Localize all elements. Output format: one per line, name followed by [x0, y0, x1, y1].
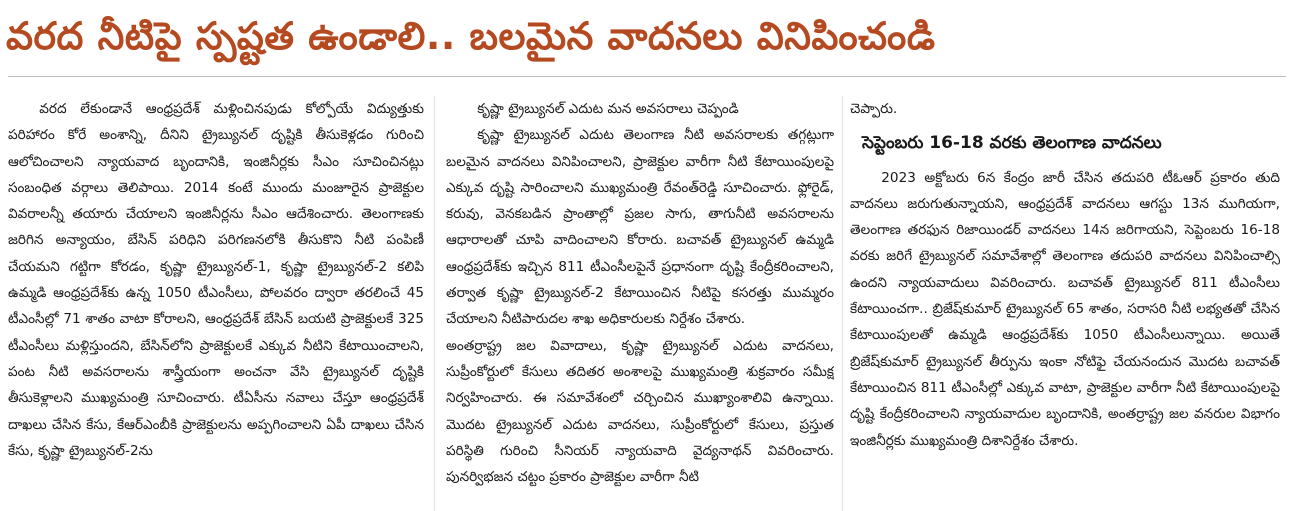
body-paragraph: కృష్ణా ట్రైబ్యునల్ ఎదుట తెలంగాణ నీటి అవసరాలకు తగ్గట్లుగా బలమైన వాదనలు వినిపించాలని, ప్రాజెక్టుల వారీగా నీటి కేటాయింపులపై ఎక్కువ దృష్టి సారించాలని ముఖ్యమంత్రి రేవంత్‌రెడ్డి సూచించారు. ఫ్లోరైడ్, కరువు, వెనకబడిన ప్రాంతాల్లో ప్రజల సాగు, తాగునీటి అవసరాలను ఆధారాలతో చూపి వాదించాలని కోరారు. బచావత్ ట్రైబ్యునల్ ఉమ్మడి ఆంధ్రప్రదేశ్‌కు ఇచ్చిన 811 టీఎంసీలపైనే ప్రధానంగా దృష్టి కేంద్రీకరించాలని, తర్వాత కృష్ణా ట్రైబ్యునల్-2 కేటాయించిన నీటిపై కసరత్తు ముమ్మరం చేయాలని నీటిపారుదల శాఖ అధికారులకు నిర్దేశం చేశారు.	[446, 127, 834, 328]
column-divider	[842, 96, 843, 511]
article-column-3	[850, 96, 1280, 511]
article-headline: వరద నీటిపై స్పష్టత ఉండాలి.. బలమైన వాదనలు వినిపించండి	[6, 14, 936, 58]
article-column-2	[446, 96, 834, 511]
body-paragraph: 2023 అక్టోబరు 6న కేంద్రం జారీ చేసిన తదుపరి టీఓఆర్ ప్రకారం తుది వాదనలు జరుగుతున్నాయని, ఆంధ్రప్రదేశ్ వాదనలు ఆగస్టు 13న ముగియగా, తెలంగాణ తరఫున రిజాయిండర్ వాదనలు 14న జరిగాయని, సెప్టెంబరు 16-18 వరకు జరిగే ట్రైబ్యునల్ సమావేశాల్లో తెలంగాణ తదుపరి వాదనలు వినిపించాల్సి ఉందని న్యాయవాదులు వివరించారు. బచావత్ ట్రైబ్యునల్ 811 టీఎంసీలు కేటాయించగా.. బ్రిజేష్‌కుమార్ ట్రైబ్యునల్ 65 శాతం, సరాసరి నీటి లభ్యతతో చేసిన కేటాయింపులతో ఉమ్మడి ఆంధ్రప్రదేశ్‌కు 1050 టీఎంసీలున్నాయి. అయితే బ్రిజేష్‌కుమార్ ట్రైబ్యునల్ తీర్పును ఇంకా నోటిఫై చేయనందున మొదట బచావత్ కేటాయించిన 811 టీఎంసీల్లో ఎక్కువ వాటా, ప్రాజెక్టుల వారీగా నీటి కేటాయింపులపై దృష్టి కేంద్రీకరించాలని న్యాయవాదుల బృందానికి, అంతర్రాష్ట్ర జల వనరుల విభాగం ఇంజినీర్లకు ముఖ్యమంత్రి దిశానిర్దేశం చేశారు.	[850, 169, 1280, 449]
body-paragraph: అంతర్రాష్ట్ర జల వివాదాలు, కృష్ణా ట్రైబ్యునల్ ఎదుట వాదనలు, సుప్రీంకోర్టులో కేసులు తదితర అంశాలపై ముఖ్యమంత్రి శుక్రవారం సమీక్ష నిర్వహించారు. ఈ సమావేశంలో చర్చించిన ముఖ్యాంశాలివి ఉన్నాయి. మొదట ట్రైబ్యునల్ ఎదుట వాదనలు, సుప్రీంకోర్టులో కేసులు, ప్రస్తుత పరిస్థితి గురించి సీనియర్ న్యాయవాది వైద్యనాథన్ వివరించారు. పునర్విభజన చట్టం ప్రకారం ప్రాజెక్టుల వారీగా నీటి	[446, 337, 834, 486]
section-subheading: కృష్ణా ట్రైబ్యునల్ ఎదుట మన అవసరాలు చెప్పండి	[477, 101, 739, 117]
body-paragraph-continued: చెప్పారు.	[850, 101, 898, 117]
article-column-1	[8, 96, 424, 511]
section-subheading: సెప్టెంబరు 16-18 వరకు తెలంగాణ వాదనలు	[862, 133, 1162, 154]
column-divider	[434, 96, 435, 511]
headline-divider	[8, 76, 1286, 77]
body-paragraph: వరద లేకుండానే ఆంధ్రప్రదేశ్ మళ్లించినపుడు కోల్పోయే విద్యుత్తుకు పరిహారం కోరే అంశాన్ని, దీనిని ట్రైబ్యునల్ దృష్టికి తీసుకెళ్లడం గురించి ఆలోచించాలని న్యాయవాద బృందానికి, ఇంజినీర్లకు సీఎం సూచించినట్లు సంబంధిత వర్గాలు తెలిపాయి. 2014 కంటే ముందు మంజూరైన ప్రాజెక్టుల వివరాలన్నీ తయారు చేయాలని ఇంజినీర్లను సీఎం ఆదేశించారు. తెలంగాణకు జరిగిన అన్యాయం, బేసిన్ పరిధిని పరిగణనలోకి తీసుకొని నీటి పంపిణీ చేయమని గట్టిగా కోరడం, కృష్ణా ట్రైబ్యునల్-1, కృష్ణా ట్రైబ్యునల్-2 కలిపి ఉమ్మడి ఆంధ్రప్రదేశ్‌కు ఉన్న 1050 టీఎంసీలు, పోలవరం ద్వారా తరలించే 45 టీఎంసీల్లో 71 శాతం వాటా కోరాలని, ఆంధ్రప్రదేశ్ బేసిన్ బయటి ప్రాజెక్టులకే 325 టీఎంసీలు మళ్లిస్తుందని, బేసిన్‌లోని ప్రాజెక్టులకే ఎక్కువ నీటిని కేటాయించాలని, పంట నీటి అవసరాలను శాస్త్రీయంగా అంచనా వేసి ట్రైబ్యునల్ దృష్టికి తీసుకెళ్లాలని ముఖ్యమంత్రి సూచించారు. టీఏసీను నవాలు చేస్తూ ఆంధ్రప్రదేశ్ దాఖలు చేసిన కేసు, కేఆర్ఎంబీకి ప్రాజెక్టులను అప్పగించాలని ఏపీ దాఖలు చేసిన కేసు, కృష్ణా ట్రైబ్యునల్-2ను	[8, 101, 424, 459]
